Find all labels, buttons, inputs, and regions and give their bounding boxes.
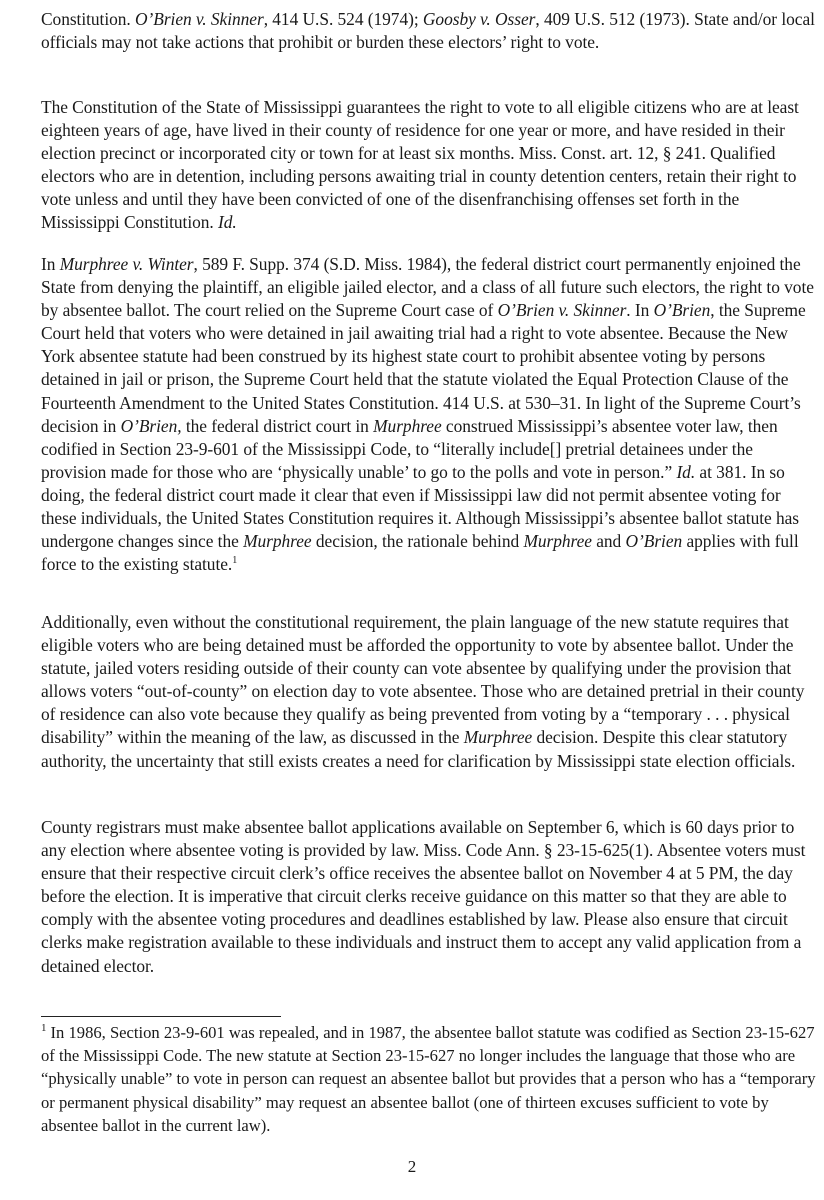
text-run: decision. Despite this clear statutory authority, the uncertainty that still exists creates a need for clarification by Mississippi state election officials. [41,727,796,771]
footnote [41,1021,816,1137]
paragraph-2 [41,96,816,235]
italic-citation: Id. [218,212,237,233]
text-run: construed Mississippi’s absentee voter law, then codified in Section 23-9-601 of the Mississippi Code, to “literally include[] pretrial detainees under the provision made for those who are ‘physically unable’ to go to the polls and vote in person.” [41,415,778,482]
text-run: , the Supreme Court held that voters who were detained in jail awaiting trial had a right to vote absentee. Because the New York absentee statute had been construed by its highest state court to prohibit absentee voting by persons detained in jail or prison, the Supreme Court held that the statute violated the Equal Protection Clause of the Fourteenth Amendment to the United States Constitution. 414 U.S. at 530–31. In light of the Supreme Court’s decision in [41,300,806,436]
text-run: The Constitution of the State of Mississippi guarantees the right to vote to all eligible citizens who are at least eighteen years of age, have lived in their county of residence for one year or more, and have resided in their election precinct or incorporated city or town for at least six months. Miss. Const. art. 12, § 241. Qualified electors who are in detention, including persons awaiting trial in county detention centers, retain their right to vote unless and until they have been convicted of one of the disenfranchising offenses set forth in the Mississippi Constitution. [41,97,799,233]
paragraph-5 [41,816,816,978]
text-run: . In [626,300,654,321]
text-run: , 414 U.S. 524 (1974); [263,9,423,29]
footnote-mark: 1 [41,1022,47,1035]
italic-citation: O’Brien, [120,415,182,436]
page-number: 2 [407,1157,417,1176]
italic-citation: Murphree [523,531,592,552]
text-run: Additionally, even without the constitutional requirement, the plain language of the new statute requires that eligible voters who are being detained must be afforded the opportunity to vote by absentee ballot. Under the statute, jailed voters residing outside of their county can vote absentee by qualifying under the provision that allows voters “out-of-county” on election day to vote absentee. Those who are detained pretrial in their county of residence can also vote because they qualify as being prevented from voting by a “temporary . . . physical disability” within the meaning of the law, as discussed in the [41,612,805,748]
text-run: decision, the rationale behind [311,531,524,552]
text-run: Constitution. [41,9,135,29]
text-run: the federal district court in [181,415,374,436]
footnote-text: In 1986, Section 23-9-601 was repealed, and in 1987, the absentee ballot statute was codified as Section 23-15-627 of the Mississippi Code. The new statute at Section 23-15-627 no longer includes the language that those who are “physically unable” to vote in person can request an absentee ballot but provides that a person who has a “temporary or permanent physical disability” may request an absentee ballot (one of thirteen excuses sufficient to vote by absentee ballot in the current law). [41,1023,816,1135]
italic-citation: Murphree [373,415,442,436]
italic-citation: Murphree [463,727,533,748]
italic-citation: O’Brien [653,300,711,321]
paragraph-3 [41,253,816,576]
text-run: applies with full force to the existing statute. [41,531,799,575]
text-run: In [41,254,60,274]
italic-citation: O’Brien v. Skinner [497,300,627,321]
text-run: and [591,531,626,552]
italic-citation: Goosby v. Osser [422,9,536,29]
paragraph-1 [41,8,816,54]
footnote-reference: 1 [232,555,238,567]
text-run: , 409 U.S. 512 (1973). State and/or local officials may not take actions that prohibit or burden these electors’ right to vote. [41,9,815,53]
italic-citation: O’Brien v. Skinner [135,9,264,29]
italic-citation: Murphree v. Winter [59,254,194,274]
italic-citation: Id. [676,461,696,482]
italic-citation: O’Brien [625,531,683,552]
text-run: at 381. In so doing, the federal district court made it clear that even if Mississippi law did not permit absentee voting for these individuals, the United States Constitution requires it. Although Mississippi’s absentee ballot statute has undergone changes since the [41,461,800,552]
text-run: , 589 F. Supp. 374 (S.D. Miss. 1984), the federal district court permanently enjoined the State from denying the plaintiff, an eligible jailed elector, and a class of all future such electors, the right to vote by absentee ballot. The court relied on the Supreme Court case of [41,254,814,321]
text-run: County registrars must make absentee ballot applications available on September 6, which is 60 days prior to any election where absentee voting is provided by law. Miss. Code Ann. § 23-15-625(1). Absentee voters must ensure that their respective circuit clerk’s office receives the absentee ballot on November 4 at 5 PM, the day before the election. It is imperative that circuit clerks receive guidance on this matter so that they are able to comply with the absentee voting procedures and deadlines established by law. Please also ensure that circuit clerks make registration available to these individuals and instruct them to accept any valid application from a detained elector. [41,817,806,976]
italic-citation: Murphree [243,531,312,552]
paragraph-4 [41,611,816,773]
footnote-divider [41,1016,281,1017]
